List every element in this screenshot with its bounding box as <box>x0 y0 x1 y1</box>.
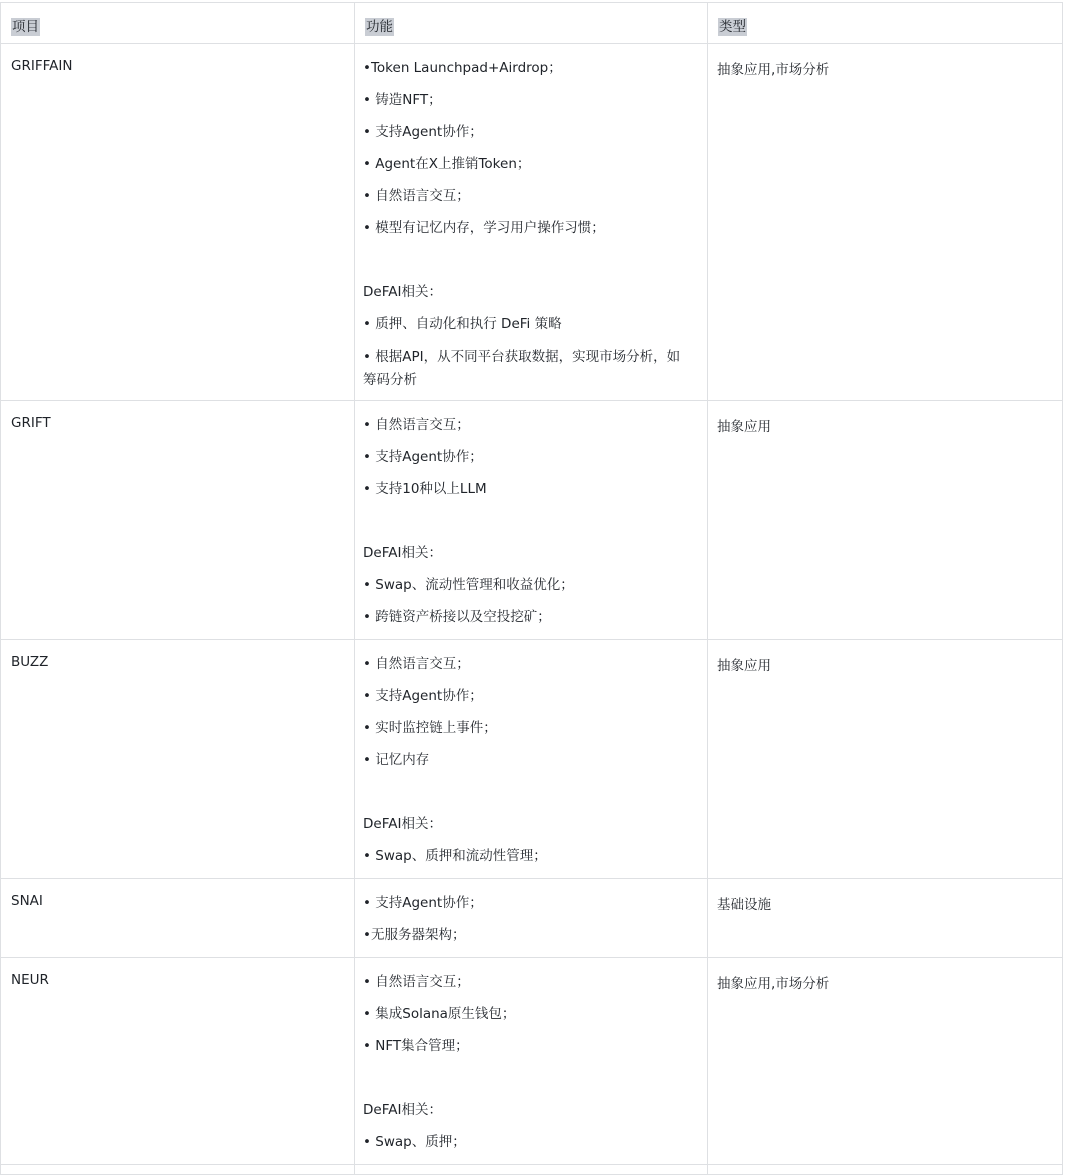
features-cell[interactable] <box>355 640 708 879</box>
feature-item: • 集成Solana原生钱包； <box>363 1006 516 1022</box>
feature-item: • Agent在X上推销Token； <box>363 156 531 172</box>
feature-item: • 模型有记忆内存，学习用户操作习惯； <box>363 220 605 236</box>
project-name: NEUR <box>11 972 49 988</box>
feature-item: • NFT集合管理； <box>363 1038 469 1054</box>
spacer <box>363 782 697 814</box>
feature-item: • 支持Agent协作； <box>363 895 483 911</box>
type-cell[interactable] <box>708 879 1063 958</box>
feature-item: • 支持Agent协作； <box>363 449 483 465</box>
table-row <box>1 640 1063 879</box>
type-cell[interactable] <box>708 44 1063 401</box>
features-cell[interactable] <box>355 879 708 958</box>
project-name: BUZZ <box>11 654 49 670</box>
project-cell[interactable] <box>1 44 355 401</box>
defai-item: • 跨链资产桥接以及空投挖矿； <box>363 609 551 625</box>
header-project-label: 项目 <box>12 19 39 35</box>
table-header <box>1 3 1063 44</box>
type-label: 抽象应用 <box>717 419 771 435</box>
defai-item: • 根据API，从不同平台获取数据，实现市场分析，如筹码分析 <box>363 349 681 388</box>
feature-item: •Token Launchpad+Airdrop； <box>363 60 562 76</box>
defai-item: • 质押、自动化和执行 DeFi 策略 <box>363 316 562 332</box>
table-row-partial <box>1 1165 1063 1175</box>
feature-item: • 支持Agent协作； <box>363 124 483 140</box>
header-row <box>1 3 1063 44</box>
table-body <box>1 44 1063 1175</box>
feature-item: • 铸造NFT； <box>363 92 442 108</box>
spacer <box>363 1068 697 1100</box>
header-type[interactable] <box>708 3 1063 44</box>
features-cell[interactable] <box>355 44 708 401</box>
table-row <box>1 879 1063 958</box>
header-features[interactable] <box>355 3 708 44</box>
feature-item: • 支持Agent协作； <box>363 688 483 704</box>
comparison-table <box>0 2 1063 1175</box>
project-name: SNAI <box>11 893 43 909</box>
type-label: 基础设施 <box>717 897 771 913</box>
type-cell[interactable] <box>708 640 1063 879</box>
feature-item: • 自然语言交互； <box>363 974 470 990</box>
header-project[interactable] <box>1 3 355 44</box>
project-cell[interactable] <box>1 958 355 1165</box>
feature-item: • 记忆内存 <box>363 752 430 768</box>
defai-label: DeFAI相关： <box>363 1102 442 1118</box>
spacer <box>363 250 697 282</box>
feature-item: • 自然语言交互； <box>363 656 470 672</box>
feature-item: • 实时监控链上事件； <box>363 720 497 736</box>
spacer <box>363 511 697 543</box>
type-label: 抽象应用 <box>717 658 771 674</box>
header-type-label: 类型 <box>719 19 746 35</box>
project-cell-partial <box>1 1165 355 1175</box>
defai-item: • Swap、质押和流动性管理； <box>363 848 547 864</box>
defai-label: DeFAI相关： <box>363 816 442 832</box>
project-cell[interactable] <box>1 640 355 879</box>
defai-item: • Swap、质押； <box>363 1134 466 1150</box>
project-name: GRIFFAIN <box>11 58 73 74</box>
defai-item: • Swap、流动性管理和收益优化； <box>363 577 574 593</box>
feature-item: •无服务器架构； <box>363 927 466 943</box>
table-row <box>1 958 1063 1165</box>
type-label: 抽象应用,市场分析 <box>717 976 830 992</box>
header-features-label: 功能 <box>366 19 393 35</box>
features-cell-partial <box>355 1165 708 1175</box>
features-cell[interactable] <box>355 958 708 1165</box>
features-cell[interactable] <box>355 401 708 640</box>
project-cell[interactable] <box>1 879 355 958</box>
feature-item: • 自然语言交互； <box>363 188 470 204</box>
type-cell-partial <box>708 1165 1063 1175</box>
project-cell[interactable] <box>1 401 355 640</box>
table-row <box>1 44 1063 401</box>
defai-label: DeFAI相关： <box>363 545 442 561</box>
feature-item: • 自然语言交互； <box>363 417 470 433</box>
type-label: 抽象应用,市场分析 <box>717 62 830 78</box>
project-name: GRIFT <box>11 415 51 431</box>
defai-label: DeFAI相关： <box>363 284 442 300</box>
type-cell[interactable] <box>708 958 1063 1165</box>
table-row <box>1 401 1063 640</box>
feature-item: • 支持10种以上LLM <box>363 481 487 497</box>
type-cell[interactable] <box>708 401 1063 640</box>
